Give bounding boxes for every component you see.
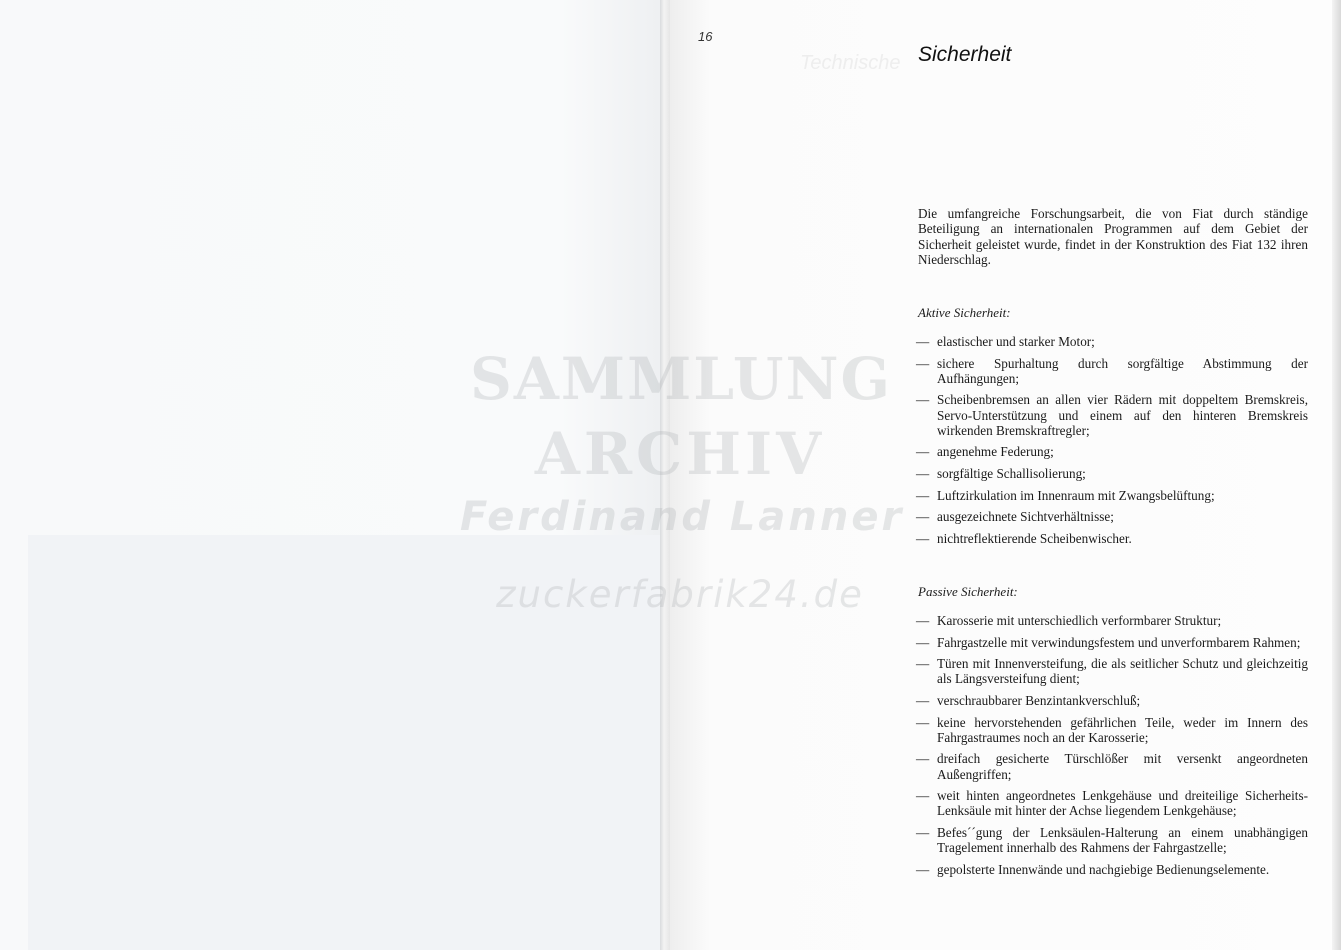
dash-marker: — [916, 392, 930, 408]
list-item: — sichere Spurhaltung durch sorgfältige Abstimmung der Aufhängungen; [916, 355, 1308, 386]
list-item: — Karosserie mit unterschiedlich verformbarer Struktur; [916, 613, 1222, 628]
bleed-through-text: Technische [800, 52, 901, 74]
page-title: Sicherheit [918, 43, 1012, 66]
aktive-heading: Aktive Sicherheit: [918, 305, 1011, 320]
list-item: — nichtreflektierende Scheibenwischer. [916, 530, 1132, 546]
list-item: — ausgezeichnete Sichtverhältnisse; [916, 509, 1114, 525]
watermark-line: ARCHIV [534, 420, 826, 488]
dash-marker: — [916, 530, 930, 546]
dash-marker: — [916, 656, 930, 672]
page-number: 16 [698, 29, 713, 44]
dash-marker: — [916, 465, 930, 481]
list-item: — sorgfältige Schallisolierung; [916, 465, 1086, 481]
dash-marker: — [916, 334, 930, 349]
list-item: — gepolsterte Innenwände und nachgiebige Bedienungselemente. [916, 861, 1270, 877]
dash-marker: — [916, 634, 930, 650]
aktive-list [916, 334, 1308, 552]
dash-marker: — [916, 861, 930, 877]
passive-heading: Passive Sicherheit: [918, 584, 1018, 599]
intro-paragraph: Die umfangreiche Forschungsarbeit, die von Fiat durch ständige Beteiligung an internationalen Programmen auf dem Gebiet der Sicherheit geleistet wurde, findet in der Konstruktion des Fiat 132 ihren Niederschlag. [918, 206, 1308, 268]
dash-marker: — [916, 788, 930, 804]
list-item: — Luftzirkulation im Innenraum mit Zwangsbelüftung; [916, 487, 1215, 503]
list-item: — keine hervorstehenden gefährlichen Teile, weder im Innern des Fahrgastraumes noch an der Karosserie; [916, 714, 1308, 745]
list-item: — Fahrgastzelle mit verwindungsfestem und unverformbarem Rahmen; [916, 634, 1301, 650]
dash-marker: — [916, 509, 930, 525]
dash-marker: — [916, 444, 930, 460]
dash-marker: — [916, 824, 930, 840]
list-item: — angenehme Federung; [916, 444, 1054, 460]
dash-marker: — [916, 714, 930, 730]
dash-marker: — [916, 355, 930, 371]
list-item: — weit hinten angeordnetes Lenkgehäuse und dreiteilige Sicherheits-Lenksäule mit hinter der Achse liegendem Lenkgehäuse; [916, 788, 1308, 819]
passive-list [916, 613, 1308, 883]
watermark-line: zuckerfabrik24.de [496, 573, 864, 616]
watermark-line: Ferdinand Lanner [460, 494, 905, 540]
dash-marker: — [916, 751, 930, 767]
list-item: — elastischer und starker Motor; [916, 334, 1095, 349]
dash-marker: — [916, 692, 930, 708]
dash-marker: — [916, 487, 930, 503]
list-item: — dreifach gesicherte Türschlößer mit versenkt angeordneten Außengriffen; [916, 751, 1308, 782]
page-edge [1332, 0, 1341, 950]
watermark-line: SAMMLUNG [470, 345, 893, 413]
dash-marker: — [916, 613, 930, 628]
list-item: — Scheibenbremsen an allen vier Rädern mit doppeltem Bremskreis, Servo-Unterstützung und einem auf den hinteren Bremskreis wirkenden Bremskraftregler; [916, 392, 1308, 438]
list-item: — verschraubbarer Benzintankverschluß; [916, 692, 1141, 708]
list-item: — Türen mit Innenversteifung, die als seitlicher Schutz und gleichzeitig als Längsversteifung dient; [916, 656, 1308, 687]
list-item: — Befes´´gung der Lenksäulen-Halterung an einem unabhängigen Tragelement innerhalb des Rahmens der Fahrgastzelle; [916, 824, 1308, 856]
